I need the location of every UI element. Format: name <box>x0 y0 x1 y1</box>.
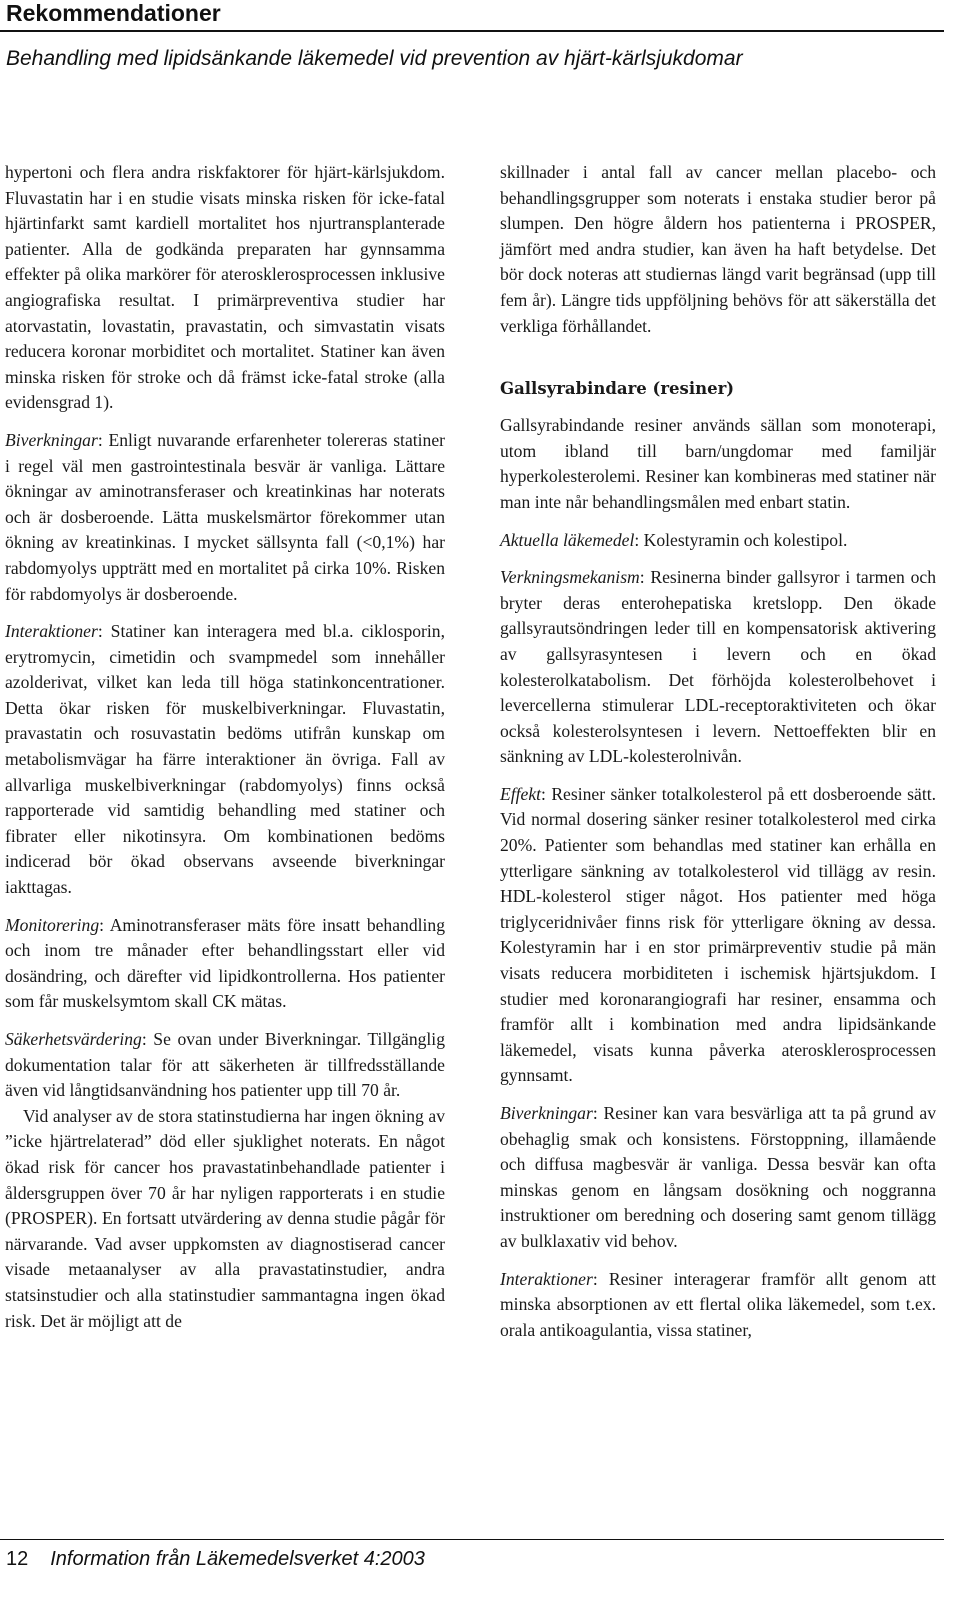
publication-name: Information från Läkemedelsverket 4:2003 <box>50 1548 425 1570</box>
biverkningar-label: Biverkningar <box>5 429 98 450</box>
verkning-text: : Resinerna binder gallsyror i tarmen och bryter deras enterohepatiska kretslopp. Den ökade gallsyrautsöndringen leder till en kompensatorisk aktivering av gallsyrasyntesen i levern och en ökad kolesterolkatabolism. Det förhöjda kolesterolbehovet i levercellerna stimulerar LDL-receptoraktiviteten och ökar också kolesterolsyntesen i levern. Nettoeffekten blir en sänkning av LDL-kolesterolnivån. <box>500 567 936 767</box>
monitorering-text: : Aminotransferaser mäts före insatt behandling och inom tre månader efter behandlingsstart eller vid dosändring, och därefter vid lipidkontrollerna. Hos patienter som får muskelsymtom skall CK mätas. <box>5 914 445 1012</box>
right-interaktioner-text: : Resiner interagerar framför allt genom att minska absorptionen av ett flertal olika läkemedel, som t.ex. orala antikoagulantia, vissa statiner, <box>500 1268 936 1340</box>
page-number: 12 <box>6 1548 29 1570</box>
page-header-title: Rekommendationer <box>6 0 221 26</box>
left-column <box>5 160 445 1334</box>
monitorering-paragraph <box>5 913 445 1015</box>
effekt-paragraph <box>500 782 936 1089</box>
monitorering-label: Monitorering <box>5 914 100 935</box>
right-column <box>500 160 936 1343</box>
interaktioner-text: : Statiner kan interagera med bl.a. ciklosporin, erytromycin, cimetidin och svampmedel som innehåller azolderivat, vilket kan leda till höga statinkoncentrationer. Detta ökar risken för muskelbiverkningar. Fluvastatin, pravastatin och rosuvastatin bedöms utifrån kunskap om metabolismvägar ha färre interaktioner än övriga. Fall av allvarliga muskelbiverkningar (rabdomyolys) finns också rapporterade vid samtidig behandling med statiner och fibrater eller nikotinsyra. Om kombinationen bedöms indicerad bör ökad observans avseende biverkningar iakttagas. <box>5 621 445 898</box>
sakerhet-text: : Se ovan under Biverkningar. Tillgänglig dokumentation talar för att säkerheten är tillfredsställande även vid långtidsanvändning hos patienter upp till 70 år. <box>5 1029 445 1101</box>
verkning-label: Verkningsmekanism <box>500 567 640 588</box>
header-divider <box>0 30 944 32</box>
biverkningar-text: : Enligt nuvarande erfarenheter tolereras statiner i regel väl men gastrointestinala besvär är vanliga. Lättare ökningar av aminotransferaser och kreatinkinas har noterats och är dosberoende. Lätta muskelsmärtor förekommer utan ökning av kreatinkinas. I mycket sällsynta fall (<0,1%) har rabdomyolys uppträtt med en mortalitet på cirka 10%. Risken för rabdomyolys är dosberoende. <box>5 429 445 604</box>
interaktioner-label: Interaktioner <box>5 621 98 642</box>
right-biverkningar-text: : Resiner kan vara besvärliga att ta på grund av obehaglig smak och konsistens. Förstoppning, illamående och diffusa magbesvär är vanliga. Dessa besvär kan ofta minskas genom en långsam dosökning och noggranna instruktioner om beredning och dosering samt genom tillägg av bulklaxativ vid behov. <box>500 1103 936 1251</box>
right-biverkningar-paragraph <box>500 1101 936 1255</box>
effekt-text: : Resiner sänker totalkolesterol på ett dosberoende sätt. Vid normal dosering sänker resiner totalkolesterol med cirka 20%. Patienter som behandlas med statiner kan erhålla en ytterligare sänkning av totalkolesterol vid tillägg av resin. HDL-kolesterol stiger något. Hos patienter med höga triglyceridnivåer finns risk för ytterligare ökning av dessa. Kolestyramin har i en stor primärpreventiv studie på män visats reducera morbiditeten i ischemisk hjärtsjukdom. I studier med koronarangiografi har resiner, ensamma och framför allt i kombination med andra lipidsänkande läkemedel, visats kunna påverka aterosklerosprocessen gynnsamt. <box>500 783 936 1086</box>
aktuella-text: : Kolestyramin och kolestipol. <box>634 529 848 550</box>
right-interaktioner-paragraph <box>500 1267 936 1344</box>
interaktioner-paragraph <box>5 619 445 901</box>
right-interaktioner-label: Interaktioner <box>500 1268 593 1289</box>
effekt-label: Effekt <box>500 783 542 804</box>
page-header-subtitle: Behandling med lipidsänkande läkemedel vid prevention av hjärt-kärlsjukdomar <box>6 47 743 70</box>
left-paragraph-1: hypertoni och flera andra riskfaktorer för hjärt-kärlsjukdom. Fluvastatin har i en studie visats minska risken för icke-fatal hjärtinfarkt samt kardiell mortalitet hos njurtransplanterade patienter. Alla de godkända preparaten har gynnsamma effekter på olika markörer för aterosklerosprocessen inklusive angiografiska resultat. I primärpreventiva studier har atorvastatin, lovastatin, pravastatin, och simvastatin visats reducera koronar morbiditet och mortalitet. Statiner kan även minska risken för stroke och då främst icke-fatal stroke (alla evidensgrad 1). <box>5 162 445 413</box>
biverkningar-paragraph <box>5 428 445 607</box>
aktuella-label: Aktuella läkemedel <box>500 529 635 550</box>
aktuella-paragraph <box>500 528 936 554</box>
sakerhet-label: Säkerhetsvärdering <box>5 1029 142 1049</box>
left-paragraph-last: Vid analyser av de stora statinstudierna har ingen ökning av ”icke hjärtrelaterad” död eller sjuklighet noterats. En något ökad risk för cancer hos pravastatinbehandlade patienter i åldersgruppen över 70 år har nyligen rapporterats i en studie (PROSPER). En fortsatt utvärdering av denna studie pågår för närvarande. Vad avser uppkomsten av diagnostiserad cancer visade metaanalyser av alla pravastatinstudier, andra statsinstudier och alla statinstudier sammantagna ingen ökad risk. Det är möjligt att de <box>5 1105 445 1331</box>
sakerhet-paragraph <box>5 1027 445 1104</box>
right-biverkningar-label: Biverkningar <box>500 1103 593 1123</box>
page-footer <box>6 1546 425 1572</box>
right-paragraph-1: skillnader i antal fall av cancer mellan placebo- och behandlingsgrupper som noterats i enstaka studier beror på slumpen. Den högre åldern hos patienterna i PROSPER, jämfört med andra studier, kan även ha haft betydelse. Det bör dock noteras att studiernas längd varit begränsad (upp till fem år). Längre tids uppföljning behövs för att säkerställa det verkliga förhållandet. <box>500 162 936 336</box>
section-heading-gallsyrabindare: Gallsyrabindare (resiner) <box>500 379 735 399</box>
footer-divider <box>0 1539 944 1540</box>
right-paragraph-2: Gallsyrabindande resiner används sällan som monoterapi, utom ibland till barn/ungdomar med familjär hyperkolesterolemi. Resiner kan kombineras med statiner när man inte når behandlingsmålen med enbart statin. <box>500 415 936 512</box>
verkning-paragraph <box>500 565 936 770</box>
